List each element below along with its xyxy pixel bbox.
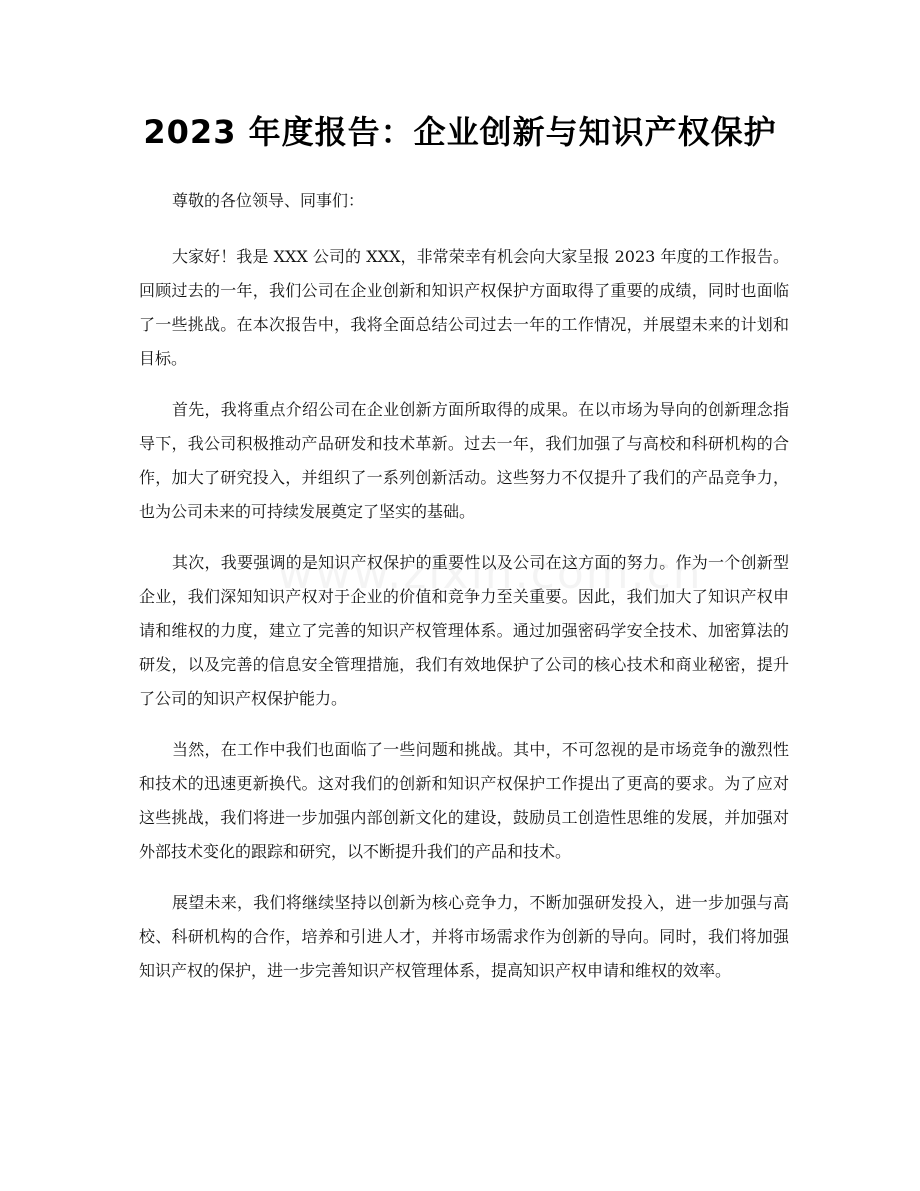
document-body: [139, 184, 789, 1005]
document-title: 2023 年度报告：企业创新与知识产权保护: [143, 113, 777, 151]
greeting-paragraph: 尊敬的各位领导、同事们：: [172, 191, 365, 210]
intro-paragraph: 大家好！我是 XXX 公司的 XXX，非常荣幸有机会向大家呈报 2023 年度的工作报告。回顾过去的一年，我们公司在企业创新和知识产权保护方面取得了重要的成绩，同时也面临了一些挑战。在本次报告中，我将全面总结公司过去一年的工作情况，并展望未来的计划和目标。: [139, 247, 789, 368]
innovation-paragraph: 首先，我将重点介绍公司在企业创新方面所取得的成果。在以市场为导向的创新理念指导下，我公司积极推动产品研发和技术革新。过去一年，我们加强了与高校和科研机构的合作，加大了研究投入，并组织了一系列创新活动。这些努力不仅提升了我们的产品竞争力，也为公司未来的可持续发展奠定了坚实的基础。: [139, 400, 789, 521]
challenges-paragraph: 当然，在工作中我们也面临了一些问题和挑战。其中，不可忽视的是市场竞争的激烈性和技术的迅速更新换代。这对我们的创新和知识产权保护工作提出了更高的要求。为了应对这些挑战，我们将进一步加强内部创新文化的建设，鼓励员工创造性思维的发展，并加强对外部技术变化的跟踪和研究，以不断提升我们的产品和技术。: [139, 740, 789, 861]
ip-protection-paragraph: 其次，我要强调的是知识产权保护的重要性以及公司在这方面的努力。作为一个创新型企业，我们深知知识产权对于企业的价值和竞争力至关重要。因此，我们加大了知识产权申请和维权的力度，建立了完善的知识产权管理体系。通过加强密码学安全技术、加密算法的研发，以及完善的信息安全管理措施，我们有效地保护了公司的核心技术和商业秘密，提升了公司的知识产权保护能力。: [139, 553, 789, 708]
outlook-paragraph: 展望未来，我们将继续坚持以创新为核心竞争力，不断加强研发投入，进一步加强与高校、科研机构的合作，培养和引进人才，并将市场需求作为创新的导向。同时，我们将加强知识产权的保护，进一步完善知识产权管理体系，提高知识产权申请和维权的效率。: [139, 893, 789, 980]
